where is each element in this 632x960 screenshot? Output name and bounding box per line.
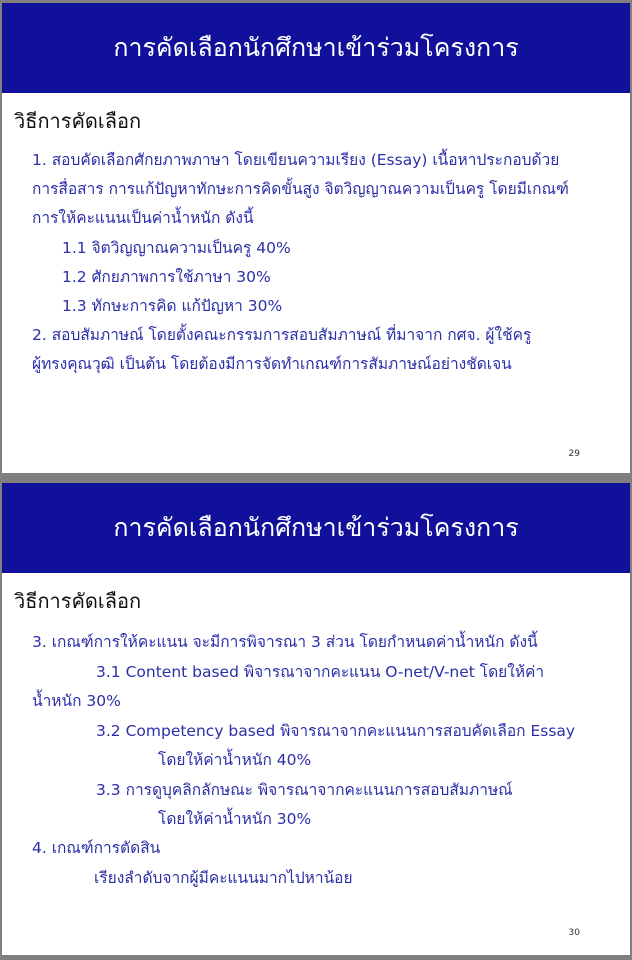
- slide-30: [2, 483, 630, 955]
- criteria-item-2-line-2: ผู้ทรงคุณวุฒิ เป็นต้น โดยต้องมีการจัดทำเกณฑ์การสัมภาษณ์อย่างชัดเจน: [32, 355, 512, 373]
- criteria-item-3: 3. เกณฑ์การให้คะแนน จะมีการพิจารณา 3 ส่วน โดยกำหนดค่าน้ำหนัก ดังนี้: [32, 633, 538, 651]
- criteria-item-2-line-1: 2. สอบสัมภาษณ์ โดยตั้งคณะกรรมการสอบสัมภาษณ์ ที่มาจาก กศจ. ผู้ใช้ครู: [32, 326, 532, 344]
- sub-item-3-1-line-1: 3.1 Content based พิจารณาจากคะแนน O-net/V-net โดยให้ค่า: [96, 663, 545, 681]
- sub-item-3-2-line-2: โดยให้ค่าน้ำหนัก 40%: [158, 751, 312, 769]
- sub-item-3-2-line-1: 3.2 Competency based พิจารณาจากคะแนนการสอบคัดเลือก Essay: [96, 722, 576, 740]
- slide-subtitle: วิธีการคัดเลือก: [14, 109, 142, 133]
- sub-item-3-1-line-2: น้ำหนัก 30%: [32, 692, 121, 710]
- criteria-item-1-line-3: การให้คะแนนเป็นค่าน้ำหนัก ดังนี้: [32, 209, 254, 227]
- sub-item-3-3-line-1: 3.3 การดูบุคลิกลักษณะ พิจารณาจากคะแนนการสอบสัมภาษณ์: [96, 781, 513, 799]
- criteria-item-4-detail: เรียงลำดับจากผู้มีคะแนนมากไปหาน้อย: [94, 869, 353, 887]
- slide-title: การคัดเลือกนักศึกษาเข้าร่วมโครงการ: [2, 3, 630, 93]
- sub-item-3-3-line-2: โดยให้ค่าน้ำหนัก 30%: [158, 810, 312, 828]
- criteria-item-4: 4. เกณฑ์การตัดสิน: [32, 839, 161, 857]
- page-number: 30: [568, 928, 580, 938]
- criteria-item-1-line-1: 1. สอบคัดเลือกศักยภาพภาษา โดยเขียนความเรียง (Essay) เนื้อหาประกอบด้วย: [32, 151, 560, 169]
- sub-item-1-3: 1.3 ทักษะการคิด แก้ปัญหา 30%: [62, 297, 283, 315]
- slide-subtitle: วิธีการคัดเลือก: [14, 589, 142, 613]
- page-number: 29: [568, 449, 580, 459]
- slide-title: การคัดเลือกนักศึกษาเข้าร่วมโครงการ: [2, 483, 630, 573]
- sub-item-1-1: 1.1 จิตวิญญาณความเป็นครู 40%: [62, 239, 291, 257]
- slide-29: [2, 3, 630, 473]
- sub-item-1-2: 1.2 ศักยภาพการใช้ภาษา 30%: [62, 268, 271, 286]
- criteria-item-1-line-2: การสื่อสาร การแก้ปัญหาทักษะการคิดขั้นสูง จิตวิญญาณความเป็นครู โดยมีเกณฑ์: [32, 180, 569, 198]
